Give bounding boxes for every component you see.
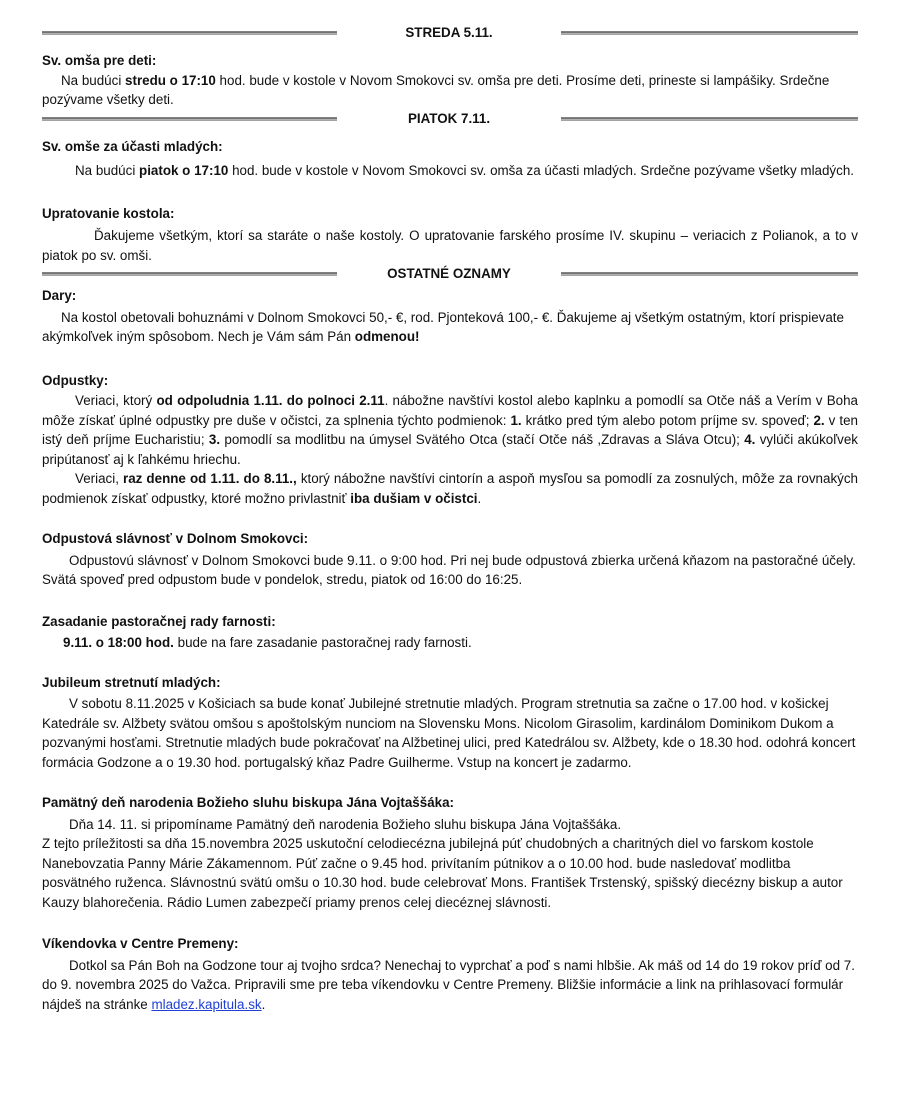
text-run: pomodlí sa modlitbu na úmysel Svätého Otca (stačí Otče náš ,Zdravas a Sláva Otcu); [220,432,745,447]
section-pastoral-council [42,612,858,653]
section-paragraph [42,956,858,1015]
text-run: Veriaci, ktorý [75,393,157,408]
section-paragraph: Dňa 14. 11. si pripomíname Pamätný deň narodenia Božieho sluhu biskupa Jána Vojtaššáka. [69,816,622,832]
section-paragraph [42,161,858,181]
section-paragraph: V sobotu 8.11.2025 v Košiciach sa bude konať Jubilejné stretnutie mladých. Program stretnutia sa začne o 17.00 hod. v košickej Katedrále sv. Alžbety svätou omšou s apoštolským nunciom na Slovensku Mons. Nicolom Girasolim, kardinálom Dominikom Dukom a pozvanými hosťami. Stretnutie mladých bude pokračovať na Alžbetinej ulici, pred Katedrálou sv. Alžbety, kde o 18.30 hod. odohrá koncert formácia Godzone a o 19.30 hod. portugalský kňaz Padre Guilherme. Vstup na koncert je zadarmo. [42,696,856,770]
text-run: bude na fare zasadanie pastoračnej rady farnosti. [173,635,472,650]
bold-text: odmenou! [354,329,420,344]
section-weekend-retreat [42,934,858,1014]
condition-number: 1. [510,412,522,428]
announcements-page [42,0,858,1014]
section-divider-friday [42,109,858,129]
bold-text: raz denne od 1.11. do 8.11., [123,471,297,486]
section-indulgences [42,371,858,509]
divider-rule-right [561,117,858,121]
divider-rule-right [561,272,858,276]
text-run: Dotkol sa Pán Boh na Godzone tour aj tvojho srdca? Nenechaj to vyprchať a poď s nami hlbšie. Ak máš od 14 do 19 rokov príď od 7. do 9. novembra 2025 do Važca. Pripravili sme pre teba víkendovku v Centre Premeny. Bližšie informácie a link na prihlasovací formulár nájdeš na stránke [42,957,855,1012]
section-heading: Víkendovka v Centre Premeny: [42,936,239,951]
section-paragraph: Ďakujeme všetkým, ktorí sa staráte o naše kostoly. O upratovanie farského prosíme IV. skupinu – veriacich z Polianok, a to v piatok po sv. omši. [42,228,858,263]
condition-number: 3. [208,432,221,447]
divider-title: PIATOK 7.11. [407,110,491,126]
section-heading: Upratovanie kostola: [42,205,175,221]
section-divider-wednesday [42,23,858,43]
divider-title: STREDA 5.11. [405,25,493,40]
text-run: . [477,490,482,506]
text-run: . [261,996,266,1012]
section-heading: Sv. omše za účasti mladých: [42,138,223,154]
section-paragraph [42,71,858,110]
section-paragraph [42,391,858,469]
condition-number: 2. [813,412,825,428]
text-run: Na budúci [61,72,126,88]
text-run: krátko pred tým alebo potom príjme sv. spoveď; [521,412,814,428]
text-run: ktorý nábožne navštívi cintorín a aspoň mysľou sa pomodlí za zosnulých, môže za rovnakých podmienok získať odpustky, ktoré možno privlastniť [42,471,858,506]
section-paragraph: Odpustovú slávnosť v Dolnom Smokovci bude 9.11. o 9:00 hod. Pri nej bude odpustová zbierka určená kňazom na pastoračné účely. Svätá spoveď pred odpustom bude v pondelok, stredu, piatok od 16:00 do 16:25. [42,552,856,587]
website-link[interactable]: mladez.kapitula.sk [151,996,262,1012]
section-heading: Zasadanie pastoračnej rady farnosti: [42,613,276,629]
divider-rule-right [561,31,858,35]
bold-text: stredu o 17:10 [125,72,216,88]
section-heading: Odpustová slávnosť v Dolnom Smokovci: [42,531,309,546]
section-parish-feast [42,529,858,590]
section-heading: Odpustky: [42,372,109,388]
text-run: hod. bude v kostole v Novom Smokovci sv. omša pre deti. Prosíme deti, prineste si lampášiky. Srdečne pozývame všetky deti. [42,72,830,107]
divider-rule-left [42,272,337,276]
bold-text: piatok o 17:10 [139,163,229,178]
text-run: Na kostol obetovali bohuznámi v Dolnom Smokovci 50,- €, rod. Pjonteková 100,- €. Ďakujeme aj všetkým ostatným, ktorí prispievate akýmkoľvek iným spôsobom. Nech je Vám sám Pán [42,309,844,344]
condition-number: 4. [744,432,756,447]
bold-text: iba dušiam v očistci [350,490,478,506]
text-run: Veriaci, [75,471,123,486]
section-paragraph [42,633,858,653]
text-run: v ten istý deň príjme Eucharistiu; [42,412,858,447]
section-kids-mass [42,51,858,110]
section-divider-other [42,264,858,284]
text-run: hod. bude v kostole v Novom Smokovci sv. omša za účasti mladých. Srdečne pozývame všetky mladých. [228,163,854,178]
section-donations [42,286,858,347]
section-heading: Jubileum stretnutí mladých: [42,674,221,690]
section-youth-mass [42,137,858,181]
text-run: Na budúci [75,163,140,178]
section-memorial-day [42,793,858,912]
section-church-cleaning [42,204,858,266]
section-heading: Sv. omša pre deti: [42,53,157,68]
bold-text: od odpoludnia 1.11. do polnoci 2.11 [156,393,385,408]
section-heading: Pamätný deň narodenia Božieho sluhu biskupa Jána Vojtaššáka: [42,795,454,810]
divider-rule-left [42,31,337,35]
text-run: . nábožne navštívi kostol alebo kaplnku a pomodlí sa Otče náš a Verím v Boha môže získať úplné odpustky pre duše v očistci, za splnenia týchto podmienok: [42,393,859,428]
divider-rule-left [42,117,337,121]
section-heading: Dary: [42,288,77,303]
section-paragraph [42,308,858,347]
divider-title: OSTATNÉ OZNAMY [387,266,511,281]
section-paragraph: Z tejto príležitosti sa dňa 15.novembra 2025 uskutoční celodiecézna jubilejná púť chudobných a charitných diel vo farskom kostole Nanebovzatia Panny Márie Zákamennom. Púť začne o 9.45 hod. privítaním pútnikov a o 10.00 hod. bude nasledovať modlitba posvätného ruženca. Slávnostnú svätú omšu o 10.30 hod. bude celebrovať Mons. František Trstenský, spišský diecézny biskup a autor Kauzy blahorečenia. Rádio Lumen zabezpečí priamy prenos celej diecéznej slávnosti. [42,836,843,910]
section-paragraph [42,469,858,508]
section-youth-jubilee [42,673,858,773]
bold-text: 9.11. o 18:00 hod. [63,635,174,650]
text-run: vylúči akúkoľvek pripútanosť aj k ľahkému hriechu. [42,432,858,467]
